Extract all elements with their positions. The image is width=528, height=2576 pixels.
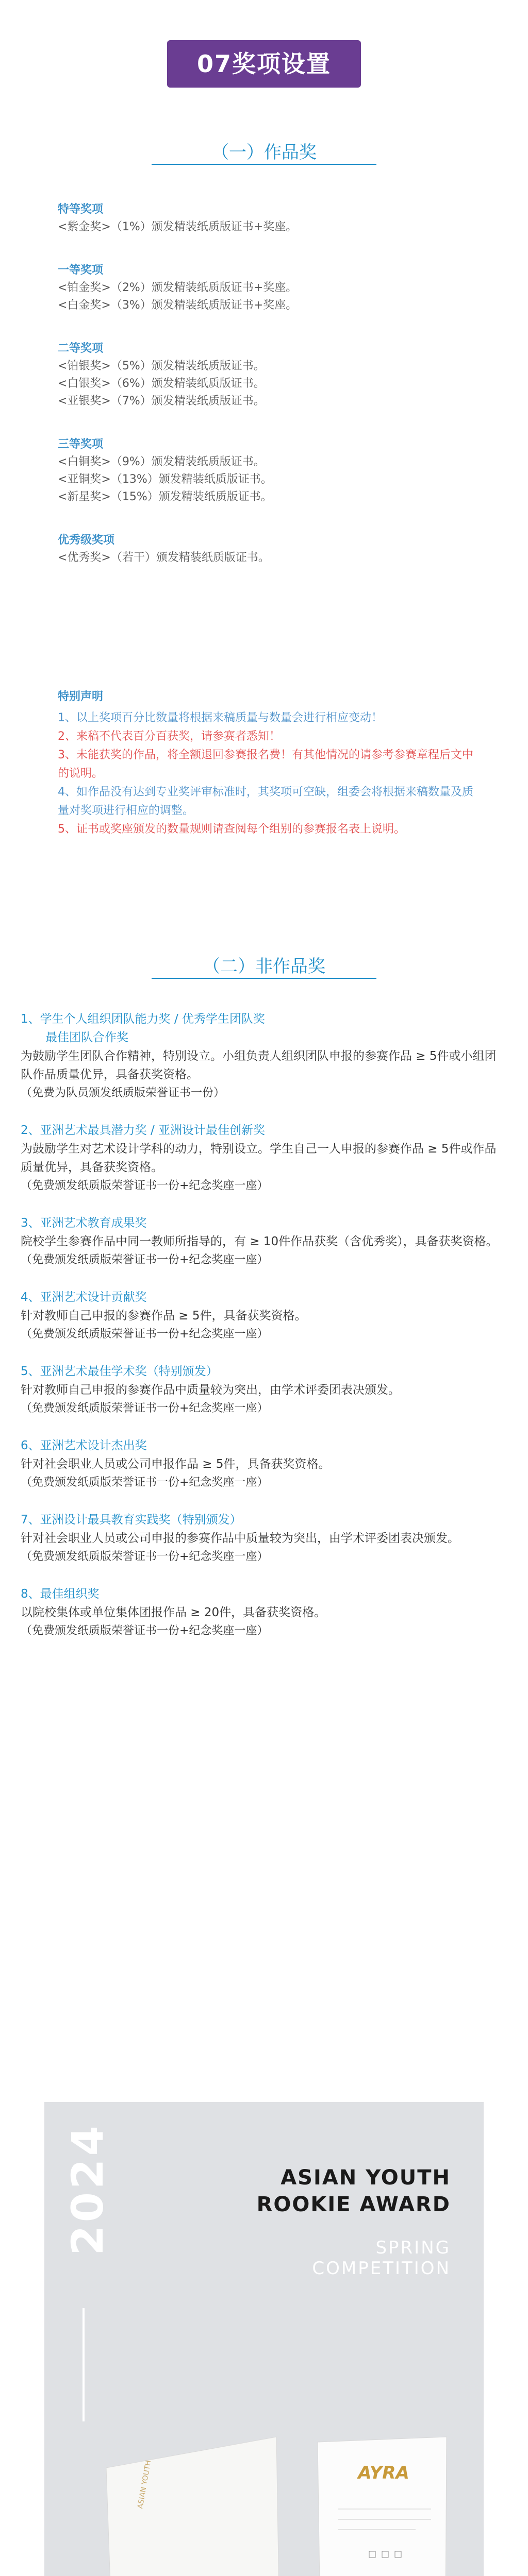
poster-title-line2: ROOKIE AWARD xyxy=(256,2193,451,2216)
section2-divider xyxy=(152,978,376,979)
nonwork-award-tail: （免费颁发纸质版荣誉证书一份+纪念奖座一座） xyxy=(21,1179,269,1192)
poster-sub-line2: COMPETITION xyxy=(312,2258,451,2279)
nonwork-award-tail: （免费颁发纸质版荣誉证书一份+纪念奖座一座） xyxy=(21,1402,269,1415)
nonwork-award-item xyxy=(21,1511,507,1566)
section1-title: （一）作品奖 xyxy=(211,142,317,163)
certificate-mockup-icon xyxy=(75,2391,457,2576)
note-item: 4、如作品没有达到专业奖评审标准时，其奖项可空缺，组委会将根据来稿数量及质量对奖项进行相应的调整。 xyxy=(58,786,473,817)
award-group-first xyxy=(58,262,481,314)
award-line: <亚铜奖>（13%）颁发精装纸质版证书。 xyxy=(58,473,272,486)
award-groups xyxy=(58,201,481,567)
nonwork-award-item xyxy=(21,1121,507,1195)
notes-heading: 特别声明 xyxy=(58,690,104,703)
nonwork-award-subtitle: 最佳团队合作奖 xyxy=(45,1031,128,1044)
nonwork-award-tail: （免费颁发纸质版荣誉证书一份+纪念奖座一座） xyxy=(21,1476,269,1489)
award-group-second xyxy=(58,340,481,410)
award-line: <铂银奖>（5%）颁发精装纸质版证书。 xyxy=(58,360,265,372)
poster-sub-line1: SPRING xyxy=(375,2238,451,2258)
nonwork-award-title: 5、亚洲艺术最佳学术奖（特别颁发） xyxy=(21,1365,218,1378)
note-item: 2、来稿不代表百分百获奖，请参赛者悉知！ xyxy=(58,730,280,743)
nonwork-award-tail: （免费颁发纸质版荣誉证书一份+纪念奖座一座） xyxy=(21,1253,269,1266)
award-line: <白铜奖>（9%）颁发精装纸质版证书。 xyxy=(58,455,265,468)
award-line: <亚银奖>（7%）颁发精装纸质版证书。 xyxy=(58,395,265,408)
nonwork-award-item xyxy=(21,1585,507,1640)
section2-title: （二）非作品奖 xyxy=(203,956,325,977)
award-group-heading: 一等奖项 xyxy=(58,264,104,277)
section1-divider xyxy=(152,164,376,165)
nonwork-award-list xyxy=(21,1010,507,1640)
note-item: 5、证书或奖座颁发的数量规则请查阅每个组别的参赛报名表上说明。 xyxy=(58,823,405,836)
award-line: <铂金奖>（2%）颁发精装纸质版证书+奖座。 xyxy=(58,281,298,294)
nonwork-award-title: 8、最佳组织奖 xyxy=(21,1587,100,1601)
special-notes xyxy=(58,688,481,839)
page-title-bar xyxy=(167,40,361,88)
nonwork-award-title: 7、亚洲设计最具教育实践奖（特别颁发） xyxy=(21,1513,242,1527)
nonwork-award-title: 2、亚洲艺术最具潜力奖 / 亚洲设计最佳创新奖 xyxy=(21,1124,266,1137)
award-line: <白金奖>（3%）颁发精装纸质版证书+奖座。 xyxy=(58,299,298,312)
nonwork-award-title: 6、亚洲艺术设计杰出奖 xyxy=(21,1439,147,1452)
certificate-logo: AYRA xyxy=(358,2463,409,2483)
award-group-heading: 三等奖项 xyxy=(58,438,104,451)
nonwork-award-tail: （免费颁发纸质版荣誉证书一份+纪念奖座一座） xyxy=(21,1328,269,1341)
certificate-poster xyxy=(44,2102,484,2576)
nonwork-award-item xyxy=(21,1362,507,1418)
note-item: 1、以上奖项百分比数量将根据来稿质量与数量会进行相应变动！ xyxy=(58,711,383,724)
nonwork-award-tail: （免费颁发纸质版荣誉证书一份+纪念奖座一座） xyxy=(21,1624,269,1637)
nonwork-award-title: 3、亚洲艺术教育成果奖 xyxy=(21,1216,147,1230)
nonwork-award-item xyxy=(21,1288,507,1344)
nonwork-award-item xyxy=(21,1436,507,1492)
page-title: 07奖项设置 xyxy=(196,50,331,78)
nonwork-award-body: 针对教师自己申报的参赛作品 ≥ 5件，具备获奖资格。 xyxy=(21,1309,307,1323)
award-group-third xyxy=(58,436,481,506)
nonwork-award-item xyxy=(21,1010,507,1103)
award-line: <新星奖>（15%）颁发精装纸质版证书。 xyxy=(58,490,272,503)
poster-year: 2024 xyxy=(62,2123,113,2256)
nonwork-award-tail: （免费为队员颁发纸质版荣誉证书一份） xyxy=(21,1087,225,1099)
nonwork-award-body: 针对社会职业人员或公司申报作品 ≥ 5件，具备获奖资格。 xyxy=(21,1458,331,1471)
award-line: <优秀奖>（若干）颁发精装纸质版证书。 xyxy=(58,551,270,564)
nonwork-award-body: 为鼓励学生对艺术设计学科的动力，特别设立。学生自己一人申报的参赛作品 ≥ 5件或作品质量优异，具备获奖资格。 xyxy=(21,1142,497,1174)
award-group-special xyxy=(58,201,481,236)
award-line: <白银奖>（6%）颁发精装纸质版证书。 xyxy=(58,377,265,390)
nonwork-award-item xyxy=(21,1214,507,1269)
nonwork-award-body: 针对教师自己申报的参赛作品中质量较为突出，由学术评委团表决颁发。 xyxy=(21,1383,400,1397)
award-group-heading: 优秀级奖项 xyxy=(58,534,115,547)
nonwork-award-body: 院校学生参赛作品中同一教师所指导的，有 ≥ 10件作品获奖（含优秀奖），具备获奖资格。 xyxy=(21,1235,498,1248)
svg-text:ASIAN YOUTH: ASIAN YOUTH xyxy=(136,2460,153,2510)
nonwork-award-body: 针对社会职业人员或公司申报的参赛作品中质量较为突出，由学术评委团表决颁发。 xyxy=(21,1532,459,1545)
award-group-excellent xyxy=(58,532,481,567)
award-line: <紫金奖>（1%）颁发精装纸质版证书+奖座。 xyxy=(58,221,298,233)
poster-title-line1: ASIAN YOUTH xyxy=(280,2166,451,2190)
award-group-heading: 二等奖项 xyxy=(58,342,104,355)
award-group-heading: 特等奖项 xyxy=(58,203,104,216)
nonwork-award-tail: （免费颁发纸质版荣誉证书一份+纪念奖座一座） xyxy=(21,1550,269,1563)
nonwork-award-title: 1、学生个人组织团队能力奖 / 优秀学生团队奖 xyxy=(21,1012,266,1026)
nonwork-award-title: 4、亚洲艺术设计贡献奖 xyxy=(21,1291,147,1304)
nonwork-award-body: 为鼓励学生团队合作精神，特别设立。小组负责人组织团队申报的参赛作品 ≥ 5件或小组团队作品质量优异，具备获奖资格。 xyxy=(21,1049,497,1081)
note-item: 3、未能获奖的作品，将全额退回参赛报名费！有其他情况的请参考参赛章程后文中的说明。 xyxy=(58,749,473,780)
nonwork-award-body: 以院校集体或单位集体团报作品 ≥ 20件，具备获奖资格。 xyxy=(21,1606,326,1619)
